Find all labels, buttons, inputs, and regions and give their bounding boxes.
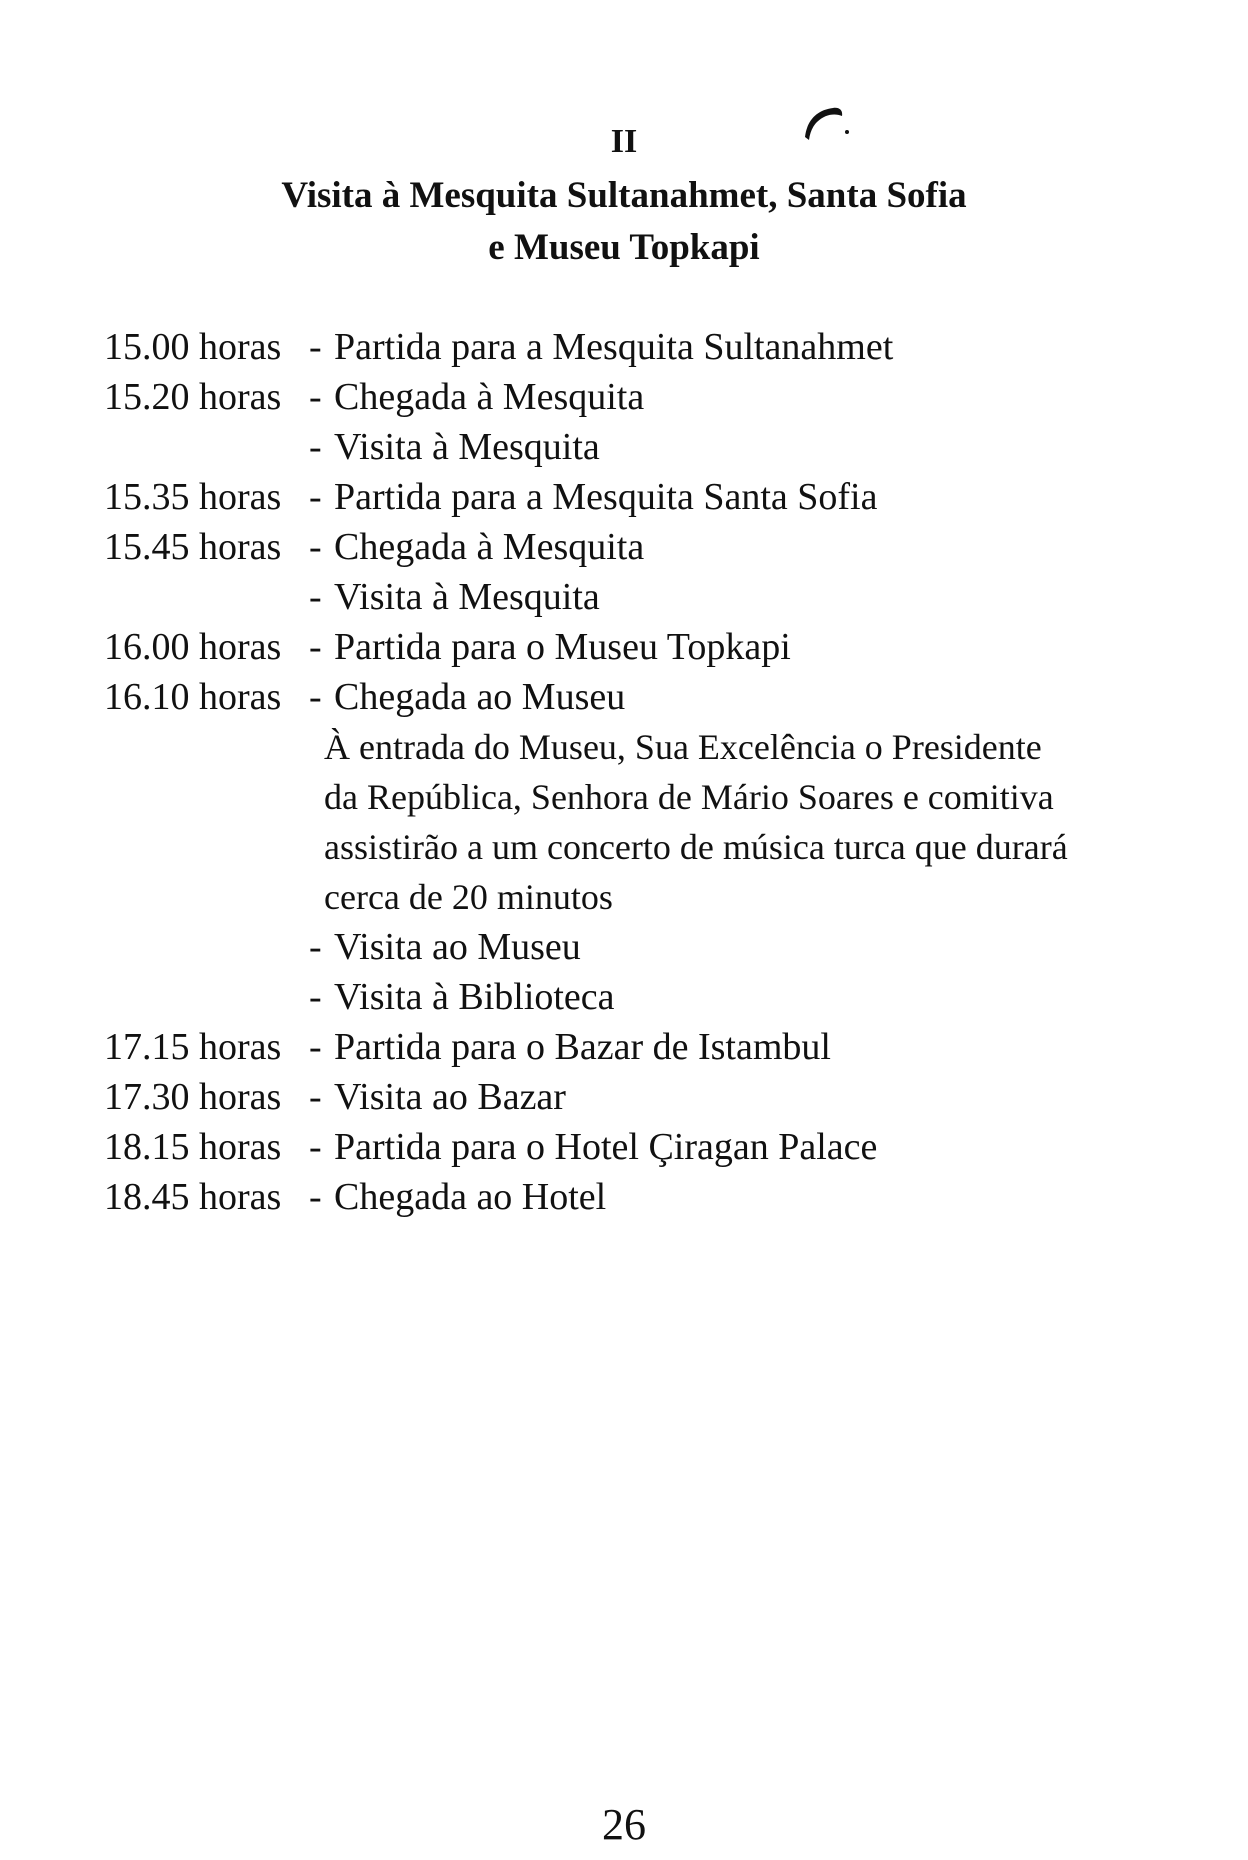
schedule-text: Partida para a Mesquita Sultanahmet — [334, 326, 894, 368]
schedule-list — [104, 322, 1204, 1222]
schedule-dash: - — [309, 476, 322, 518]
schedule-text: Partida para a Mesquita Santa Sofia — [334, 476, 878, 518]
ink-mark — [795, 92, 855, 152]
schedule-time: 15.20 horas — [104, 376, 282, 418]
schedule-dash: - — [309, 1076, 322, 1118]
schedule-text: Partida para o Museu Topkapi — [334, 626, 791, 668]
schedule-dash: - — [309, 576, 322, 618]
schedule-text: Chegada à Mesquita — [334, 526, 645, 568]
section-number: II — [610, 123, 638, 160]
schedule-dash: - — [309, 526, 322, 568]
schedule-dash: - — [309, 926, 322, 968]
schedule-text: Visita à Biblioteca — [334, 976, 615, 1018]
schedule-text: Partida para o Bazar de Istambul — [334, 1026, 831, 1068]
schedule-row — [104, 522, 1204, 572]
title-line: Visita à Mesquita Sultanahmet, Santa Sofia — [281, 175, 967, 216]
schedule-time: 15.35 horas — [104, 476, 282, 518]
schedule-time: 18.15 horas — [104, 1126, 282, 1168]
note-line: À entrada do Museu, Sua Excelência o Presidente — [324, 727, 1042, 767]
schedule-dash: - — [309, 1026, 322, 1068]
schedule-dash: - — [309, 426, 322, 468]
schedule-row — [104, 672, 1204, 722]
schedule-dash: - — [309, 376, 322, 418]
schedule-time: 16.00 horas — [104, 626, 282, 668]
schedule-dash: - — [309, 326, 322, 368]
schedule-time: 15.45 horas — [104, 526, 282, 568]
schedule-time: 18.45 horas — [104, 1176, 282, 1218]
schedule-text: Chegada ao Museu — [334, 676, 626, 718]
note-line: cerca de 20 minutos — [324, 877, 613, 917]
schedule-row — [104, 1022, 1204, 1072]
schedule-row — [104, 622, 1204, 672]
schedule-text: Chegada à Mesquita — [334, 376, 645, 418]
schedule-dash: - — [309, 626, 322, 668]
museum-note — [104, 722, 1204, 922]
schedule-row — [104, 372, 1204, 422]
schedule-dash: - — [309, 976, 322, 1018]
note-line: da República, Senhora de Mário Soares e comitiva — [324, 777, 1054, 817]
schedule-dash: - — [309, 1176, 322, 1218]
schedule-row — [104, 322, 1204, 372]
schedule-row — [104, 572, 1204, 622]
schedule-row — [104, 1122, 1204, 1172]
schedule-text: Visita ao Bazar — [334, 1076, 566, 1118]
schedule-row — [104, 1172, 1204, 1222]
schedule-time: 17.30 horas — [104, 1076, 282, 1118]
section-title — [0, 170, 1248, 274]
schedule-text: Visita ao Museu — [334, 926, 581, 968]
schedule-row — [104, 972, 1204, 1022]
schedule-row — [104, 1072, 1204, 1122]
schedule-row — [104, 422, 1204, 472]
title-line: e Museu Topkapi — [488, 227, 760, 268]
schedule-row — [104, 922, 1204, 972]
schedule-text: Visita à Mesquita — [334, 426, 600, 468]
schedule-text: Visita à Mesquita — [334, 576, 600, 618]
schedule-time: 16.10 horas — [104, 676, 282, 718]
schedule-text: Partida para o Hotel Çiragan Palace — [334, 1126, 878, 1168]
schedule-time: 17.15 horas — [104, 1026, 282, 1068]
schedule-row — [104, 472, 1204, 522]
schedule-dash: - — [309, 676, 322, 718]
schedule-time: 15.00 horas — [104, 326, 282, 368]
note-line: assistirão a um concerto de música turca que durará — [324, 827, 1068, 867]
schedule-dash: - — [309, 1126, 322, 1168]
schedule-text: Chegada ao Hotel — [334, 1176, 607, 1218]
page-number: 26 — [602, 1800, 646, 1849]
